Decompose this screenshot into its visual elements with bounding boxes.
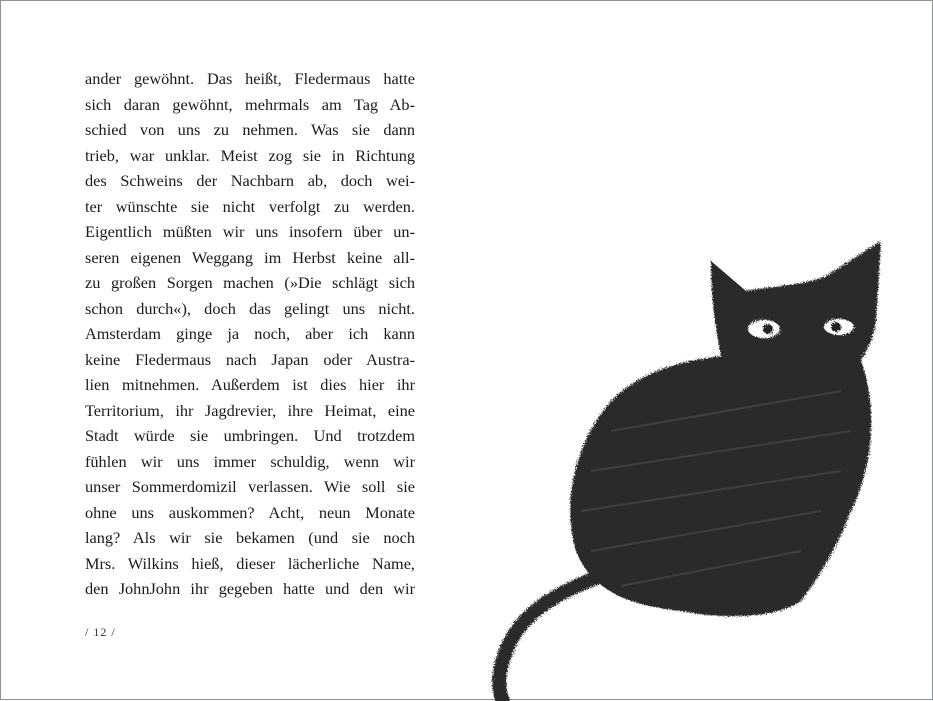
text-line: Territorium, ihr Jagdrevier, ihre Heimat, eine	[85, 400, 415, 420]
text-line: lang? Als wir sie bekamen (und sie noch	[85, 528, 415, 547]
text-line: lien mitnehmen. Außerdem ist dies hier ihr	[85, 375, 415, 394]
text-line: Eigentlich müßten wir uns insofern über un-	[85, 222, 415, 241]
text-line: fühlen wir uns immer schuldig, wenn wir	[85, 451, 415, 471]
body-text	[85, 66, 415, 602]
text-line: schied von uns zu nehmen. Was sie dann	[85, 120, 415, 139]
cat-body	[570, 241, 881, 616]
text-line: Stadt würde sie umbringen. Und trotzdem	[85, 426, 415, 445]
text-line: zu großen Sorgen machen (»Die schlägt sich	[85, 273, 415, 292]
text-line: den JohnJohn ihr gegeben hatte und den wir	[85, 579, 415, 598]
text-line: sich daran gewöhnt, mehrmals am Tag Ab-	[85, 94, 415, 114]
text-line: unser Sommerdomizil verlassen. Wie soll sie	[85, 477, 415, 496]
text-line: Mrs. Wilkins hieß, dieser lächerliche Name,	[85, 553, 415, 573]
text-line: ter wünschte sie nicht verfolgt zu werden.	[85, 196, 415, 216]
text-line: seren eigenen Weggang im Herbst keine all-	[85, 247, 415, 267]
page-number: / 12 /	[85, 625, 116, 639]
cat-tail	[499, 576, 601, 701]
black-cat-illustration	[481, 231, 901, 701]
text-line: Amsterdam ginge ja noch, aber ich kann	[85, 324, 415, 343]
text-line: trieb, war unklar. Meist zog sie in Richtung	[85, 145, 415, 165]
text-line: des Schweins der Nachbarn ab, doch wei-	[85, 171, 415, 190]
text-line: schon durch«), doch das gelingt uns nicht.	[85, 298, 415, 318]
text-line: ander gewöhnt. Das heißt, Fledermaus hatte	[85, 69, 415, 88]
text-line: ohne uns auskommen? Acht, neun Monate	[85, 502, 415, 522]
text-line: keine Fledermaus nach Japan oder Austra-	[85, 349, 415, 369]
